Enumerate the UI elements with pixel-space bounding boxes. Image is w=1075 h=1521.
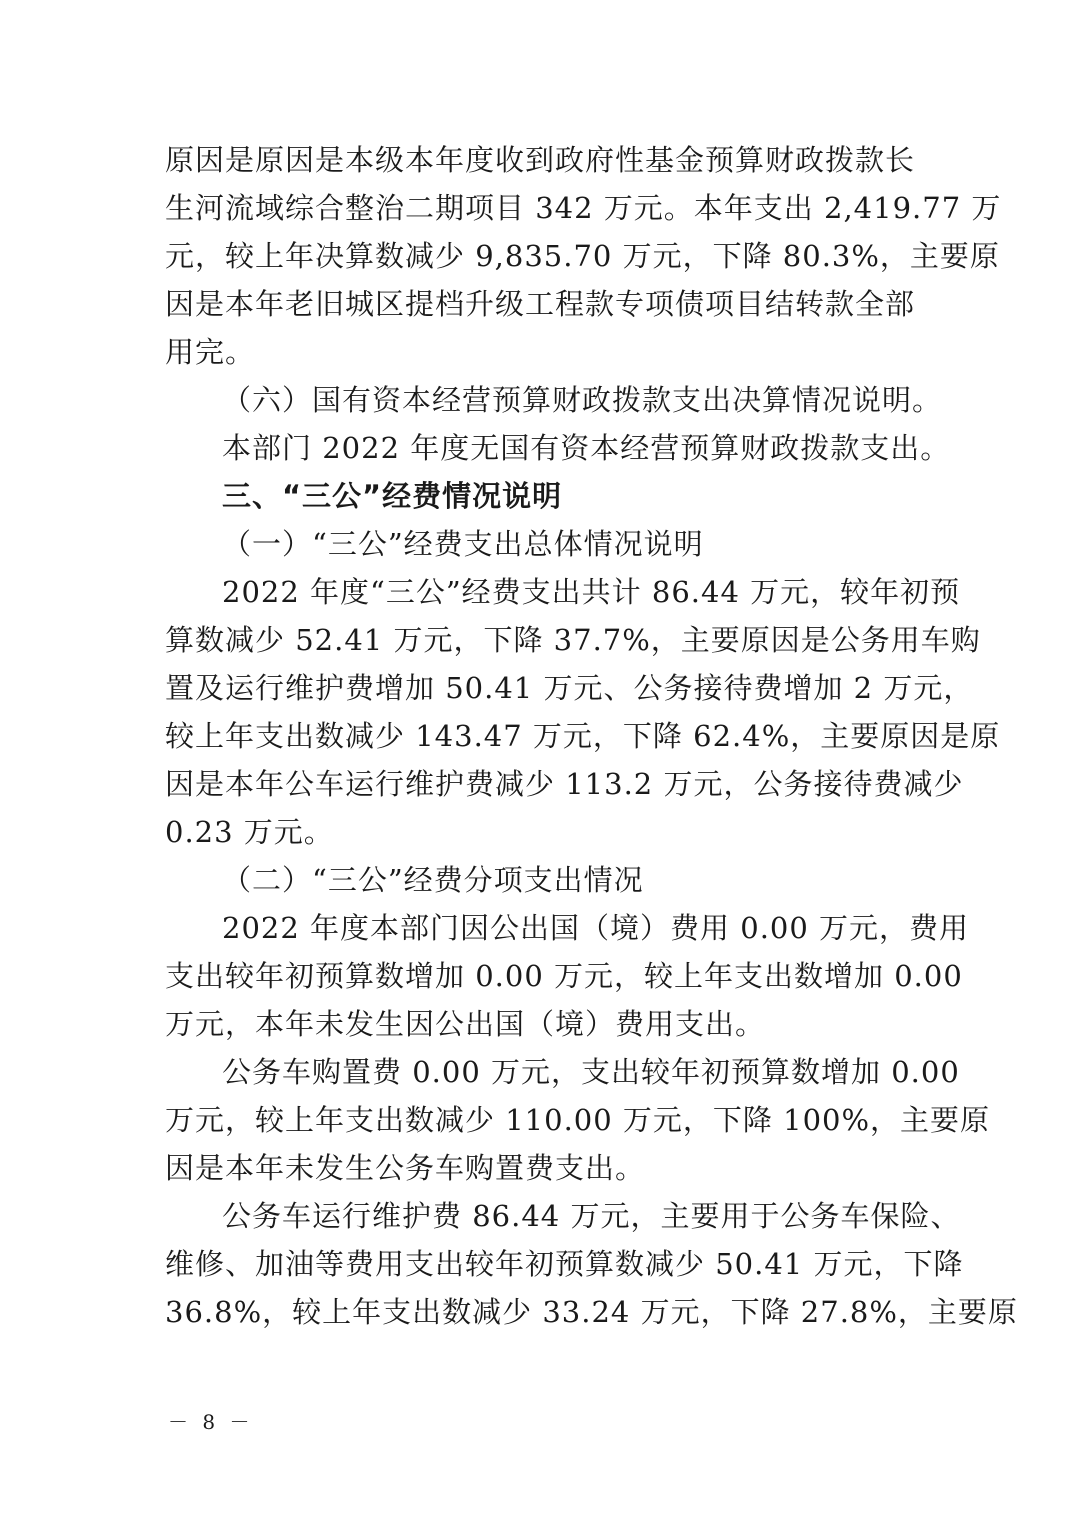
text-line: 维修、加油等费用支出较年初预算数减少 50.41 万元，下降 bbox=[165, 1247, 964, 1281]
text-line: 2022 年度本部门因公出国（境）费用 0.00 万元，费用 bbox=[222, 911, 970, 945]
page-number: － 8 － bbox=[168, 1410, 254, 1434]
text-line: 2022 年度“三公”经费支出共计 86.44 万元，较年初预 bbox=[222, 575, 961, 609]
text-line: 公务车运行维护费 86.44 万元，主要用于公务车保险、 bbox=[222, 1199, 961, 1233]
text-line: 算数减少 52.41 万元，下降 37.7%，主要原因是公务用车购 bbox=[165, 623, 981, 657]
text-line: 元，较上年决算数减少 9,835.70 万元，下降 80.3%，主要原 bbox=[165, 239, 1000, 273]
text-line: 原因是原因是本级本年度收到政府性基金预算财政拨款长 bbox=[165, 143, 916, 177]
text-line: 因是本年未发生公务车购置费支出。 bbox=[165, 1151, 646, 1185]
text-line: 较上年支出数减少 143.47 万元，下降 62.4%，主要原因是原 bbox=[165, 719, 1001, 753]
text-line: 36.8%，较上年支出数减少 33.24 万元，下降 27.8%，主要原 bbox=[165, 1295, 1018, 1329]
text-line: 万元，本年未发生因公出国（境）费用支出。 bbox=[165, 1007, 766, 1041]
text-line: 支出较年初预算数增加 0.00 万元，较上年支出数增加 0.00 bbox=[165, 959, 963, 993]
section-subheading: （六）国有资本经营预算财政拨款支出决算情况说明。 bbox=[222, 383, 943, 417]
text-line: 用完。 bbox=[165, 335, 256, 369]
text-line: 本部门 2022 年度无国有资本经营预算财政拨款支出。 bbox=[222, 431, 951, 465]
text-line: 生河流域综合整治二期项目 342 万元。本年支出 2,419.77 万 bbox=[165, 191, 1002, 225]
section-subheading: （二）“三公”经费分项支出情况 bbox=[222, 863, 644, 897]
text-line: 公务车购置费 0.00 万元，支出较年初预算数增加 0.00 bbox=[222, 1055, 960, 1089]
text-line: 万元，较上年支出数减少 110.00 万元，下降 100%，主要原 bbox=[165, 1103, 991, 1137]
text-line: 置及运行维护费增加 50.41 万元、公务接待费增加 2 万元， bbox=[165, 671, 974, 705]
section-heading: 三、“三公”经费情况说明 bbox=[222, 479, 563, 513]
text-line: 因是本年老旧城区提档升级工程款专项债项目结转款全部 bbox=[165, 287, 916, 321]
text-line: 因是本年公车运行维护费减少 113.2 万元，公务接待费减少 bbox=[165, 767, 964, 801]
section-subheading: （一）“三公”经费支出总体情况说明 bbox=[222, 527, 704, 561]
text-line: 0.23 万元。 bbox=[165, 815, 334, 849]
